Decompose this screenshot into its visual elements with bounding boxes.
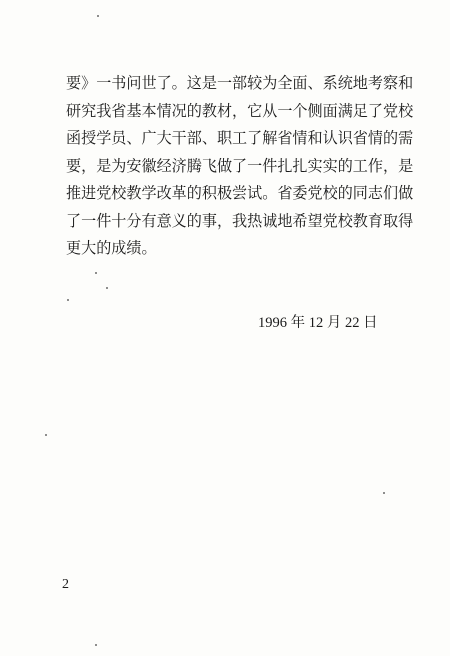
scan-speck: [95, 644, 97, 646]
scan-speck: [95, 272, 97, 274]
signature-date: 1996 年 12 月 22 日: [258, 315, 378, 331]
paragraph-line-5: 推进党校教学改革的积极尝试。省委党校的同志们做: [66, 184, 414, 202]
page-number: 2: [62, 577, 69, 592]
paragraph-line-7: 更大的成绩。: [66, 239, 157, 257]
paragraph-line-4: 要，是为安徽经济腾飞做了一件扎扎实实的工作，是: [66, 156, 414, 175]
body-paragraph: [66, 70, 414, 263]
scan-speck: [67, 299, 69, 301]
paragraph-line-3: 函授学员、广大干部、职工了解省情和认识省情的需: [66, 129, 414, 147]
scan-speck: [45, 434, 47, 436]
paragraph-line-2: 研究我省基本情况的教材，它从一个侧面满足了党校: [66, 101, 414, 120]
scan-speck: [97, 15, 99, 17]
paragraph-line-6: 了一件十分有意义的事，我热诚地希望党校教育取得: [66, 211, 414, 230]
paragraph-line-1: 要》一书问世了。这是一部较为全面、系统地考察和: [66, 74, 414, 92]
scan-speck: [383, 492, 385, 494]
scan-speck: [106, 287, 108, 289]
